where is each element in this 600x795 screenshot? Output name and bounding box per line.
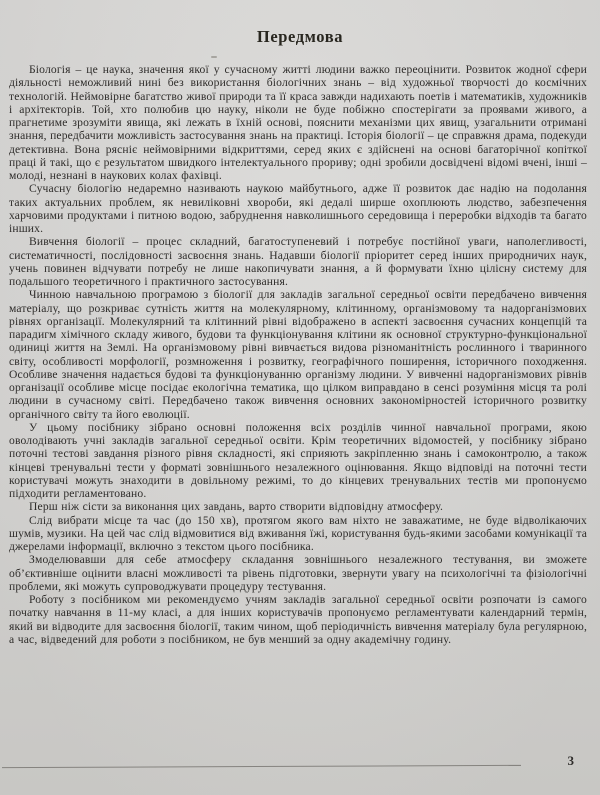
preface-text xyxy=(0,63,600,646)
paragraph: Перш ніж сісти за виконання цих завдань, варто створити відповідну атмосферу. xyxy=(29,500,444,514)
paragraph: Сучасну біологію недаремно називають наукою майбутнього, адже її розвиток дає надію на подолання таких актуальних проблем, як невиліковні хвороби, які дедалі ширше охоплюють людство, забезпечення харчовими продуктами і питною водою, забруднення навколишнього середовища і переробки відходів та багато інших. xyxy=(9,182,587,235)
paragraph: У цьому посібнику зібрано основні положення всіх розділів чинної навчальної програми, якою оволодівають учні закладів загальної середньої освіти. Крім теоретичних відомостей, у посібнику зібрано поточні тестові завдання різного рівня складності, які сприяють закріпленню знань і самоконтролю, а також кінцеві тренувальні тести у форматі зовнішнього незалежного оцінювання. Якщо відповіді на поточні тести користувачі можуть знаходити в довільному режимі, то до кінцевих тренувальних тестів ми пропонуємо підходити регламентовано. xyxy=(9,420,587,500)
paragraph: Вивчення біології – процес складний, багатоступеневий і потребує постійної уваги, наполегливості, систематичності, послідовності засвоєння знань. Надавши біології пріоритет серед інших природничих наук, учень повинен відчувати потребу не лише накопичувати знання, а й формувати їхню цілісну систему для подальшого теоретичного і практичного застосування. xyxy=(9,235,587,288)
page-number: 3 xyxy=(567,753,574,768)
paragraph: Роботу з посібником ми рекомендуємо учням закладів загальної середньої освіти розпочати із самого початку навчання в 11-му класі, а для інших користувачів пропонуємо регламентувати календарний термін, який ви відводите для засвоєння біології, таким чином, щоб періодичність вивчення матеріалу була регулярною, а час, відведений для роботи з посібником, не був менший за одну академічну годину. xyxy=(9,593,587,646)
paragraph: Змоделювавши для себе атмосферу складання зовнішнього незалежного тестування, ви зможете об’єктивніше оцінити власні можливості та рівень підготовки, звернути увагу на психологічні та фізіологічні проблеми, які можуть супроводжувати процедуру тестування. xyxy=(9,553,587,593)
paragraph: Біологія – це наука, значення якої у сучасному житті людини важко переоцінити. Розвиток жодної сфери діяльності неможливий нині без використання біологічних знань – від художньої творчості до космічних технологій. Неймовірне багатство живої природи та її краса завжди надихають поетів і математиків, художників і архітекторів. Той, хто полюбив цю науку, ніколи не буде побіжно спостерігати за проявами живого, а прагнетиме зрозуміти явища, які лежать в їхній основі, пояснити механізми цих явищ, узагальнити отримані знання, передбачити можливість застосування знань на практиці. Історія біології – це справжня драма, подекуди детективна. Вона рясніє неймовірними відкриттями, серед яких є здійснені на основі багаторічної копіткої праці й такі, що є результатом швидкого інтелектуального прориву; одні зробили досвідчені відомі вчені, інші – молоді, незнані в наукових колах фахівці. xyxy=(9,63,587,182)
paragraph: Чинною навчальною програмою з біології для закладів загальної середньої освіти передбачено вивчення матеріалу, що розкриває сутність життя на молекулярному, клітинному, організмовому та надорганізмових рівнях організації. Молекулярний та клітинний рівні відображено в аспекті засвоєння сучасних концепцій та парадигм хімічного складу живого, будови та функціонування клітини як основної структурно-функціональної одиниці життя на Землі. На організмовому рівні вивчається видова різноманітність рослинного і тваринного світу, особливості морфології, розмноження і розвитку, географічного поширення, історичного походження. Особливе значення надається будові та функціонуванню організму людини. У вивченні надорганізмових рівнів організації особливе місце посідає екологічна тематика, що цілком виправдано в сенсі розуміння місця та ролі людини в сучасному світі. Передбачено також вивчення основних закономірностей історичного розвитку органічного світу та його еволюції. xyxy=(9,288,587,421)
footer-rule xyxy=(2,765,521,768)
scan-speck xyxy=(211,56,217,58)
page-title: Передмова xyxy=(256,27,344,46)
paragraph: Слід вибрати місце та час (до 150 хв), протягом якого вам ніхто не заважатиме, не буде відволікаючих шумів, музики. На цей час слід відмовитися від вживання їжі, користування будь-якими засобами комунікації та джерелами інформації, включно з текстом цього посібника. xyxy=(9,513,587,553)
